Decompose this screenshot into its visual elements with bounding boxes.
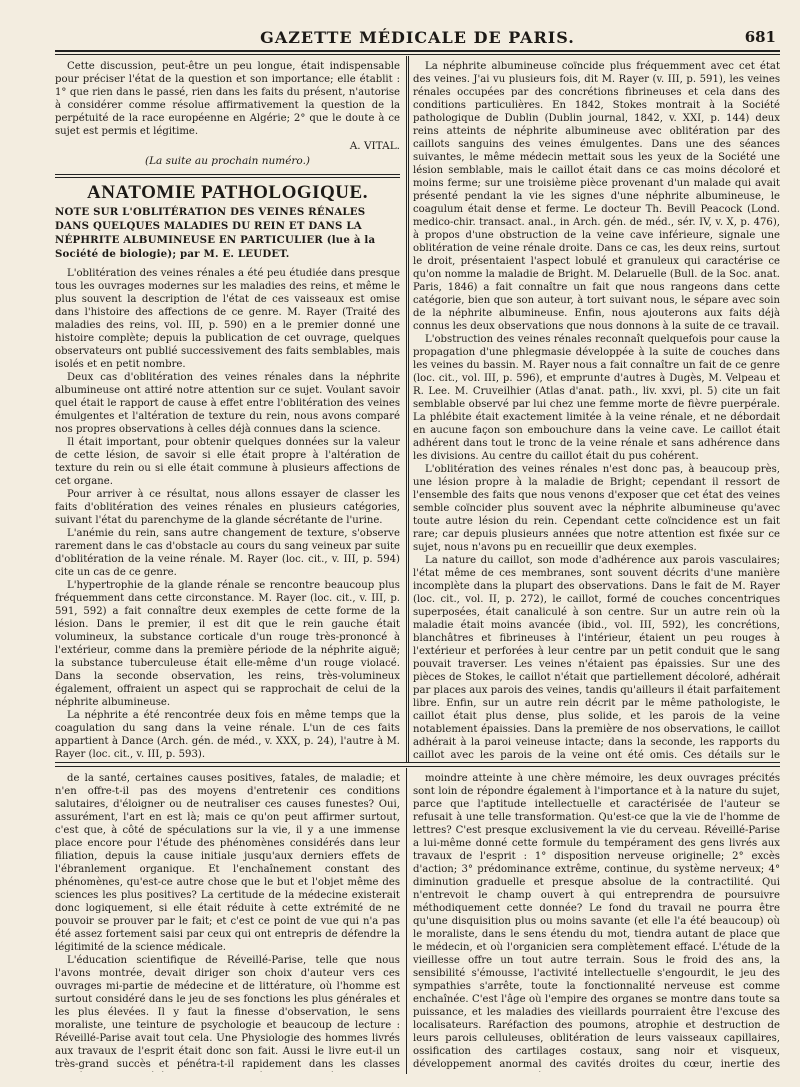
header-rule (55, 50, 780, 52)
section-rule (55, 174, 400, 175)
bottom-column-divider (406, 768, 407, 1074)
paragraph: La nature du caillot, son mode d'adhérence aux parois vasculaires; l'état même de ces membranes, sont souvent décrits d'une manière incomplète dans la plupart des observations. Dans le fait de M. Rayer (loc. cit., vol. II, p. 272), le caillot, formé de couches concentriques superposées, était canaliculé à son centre. Sur un autre rein où la maladie était moins avancée (ibid., vol. III, 592), les concrétions, blanchâtres et fibrineuses à l'intérieur, étaient un peu rouges à l'extérieur et perforées à leur centre par un petit conduit que le sang pouvait traverser. Les veines n'étaient pas épaissies. Sur une des pièces de Stokes, le caillot n'était que partiellement décoloré, adhérait par places aux parois des veines, tandis qu'ailleurs il était parfaitement libre. Enfin, sur un autre rein décrit par le même pathologiste, le caillot était plus dense, plus solide, et les parois de la veine notablement épaissies. Dans la première de nos observations, le caillot adhérait à la paroi veineuse intacte; dans la seconde, les rapports du caillot avec les parois de la veine ont été omis. Ces détails sur le (413, 555, 780, 760)
journal-title: GAZETTE MÉDICALE DE PARIS. (260, 28, 575, 47)
article-title: NOTE SUR L'OBLITÉRATION DES VEINES RÉNALES DANS QUELQUES MALADIES DU REIN ET DANS LA NÉPHRITE ALBUMINEUSE EN PARTICULIER (lue à la Société de biologie); par M. E. LEUDET. (55, 206, 376, 260)
page-header (55, 28, 780, 48)
page-number: 681 (744, 28, 776, 46)
header-rule-thin (55, 54, 780, 55)
paragraph: L'oblitération des veines rénales n'est donc pas, à beaucoup près, une lésion propre à la maladie de Bright; cependant il ressort de l'ensemble des faits que nous venons d'exposer que cet état des veines semble coïncider plus souvent avec la néphrite albumineuse qu'avec toute autre lésion du rein. Cependant cette coïncidence est un fait rare; car depuis plusieurs années que notre attention est fixée sur ce sujet, nous n'avons pu en recueillir que deux exemples. (413, 464, 780, 553)
feuilleton-rule (55, 762, 780, 763)
intro-paragraph: Cette discussion, peut-être un peu longue, était indispensable pour préciser l'état de la question et son importance; elle établit : 1° que rien dans le passé, rien dans les faits du présent, n'autorise à considérer comme résolue affirmativement la question de la perpétuité de la race européenne en Algérie; 2° que le doute à ce sujet est permis et légitime. (55, 61, 400, 137)
right-column (413, 60, 780, 760)
paragraph: La néphrite a été rencontrée deux fois en même temps que la coagulation du sang dans la veine rénale. L'un de ces faits appartient à Dance (Arch. gén. de méd., v. XXX, p. 24), l'autre à M. Rayer (loc. cit., v. III, p. 593). (55, 710, 400, 760)
paragraph: L'oblitération des veines rénales a été peu étudiée dans presque tous les ouvrages modernes sur les maladies des reins, et même le plus souvent la description de l'état de ces vaisseaux est omise dans l'histoire des affections de ce genre. M. Rayer (Traité des maladies des reins, vol. III, p. 590) en a le premier donné une histoire complète; depuis la publication de cet ouvrage, quelques observateurs ont publié successivement des faits semblables, mais isolés et en petit nombre. (55, 268, 400, 370)
paragraph: La néphrite albumineuse coïncide plus fréquemment avec cet état des veines. J'ai vu plusieurs fois, dit M. Rayer (v. III, p. 591), les veines rénales occupées par des concrétions fibrineuses et cela dans des conditions particulières. En 1842, Stokes montrait à la Société pathologique de Dublin (Dublin journal, 1842, v. XXI, p. 144) deux reins atteints de néphrite albumineuse avec oblitération par des caillots sanguins des veines émulgentes. Dans une des séances suivantes, le même médecin mettait sous les yeux de la Société une lésion semblable, mais le caillot était dans ce cas moins décoloré et moins ferme; sur une troisième pièce provenant d'un malade qui avait présenté pendant la vie les signes d'une néphrite albumineuse, le coagulum était dense et ferme. Le docteur Th. Bevill Peacock (Lond. medico-chir. transact. anal., in Arch. gén. de méd., sér. IV, v. X, p. 476), à propos d'une obstruction de la veine cave inférieure, signale une oblitération de veine rénale droite. Dans ce cas, les deux reins, surtout le droit, présentaient l'aspect lobulé et granuleux qui caractérise ce qu'on nomme la maladie de Bright. M. Delaruelle (Bull. de la Soc. anat. Paris, 1846) a fait connaître un fait que nous rangeons dans cette catégorie, bien que son auteur, à tort suivant nous, le sépare avec soin de la néphrite albumineuse. Enfin, nous ajouterons aux faits déjà connus les deux observations que nous donnons à la suite de ce travail. (413, 61, 780, 332)
paragraph: Il était important, pour obtenir quelques données sur la valeur de cette lésion, de savoir si elle était propre à l'altération de texture du rein ou si elle était commune à plusieurs affections de cet organe. (55, 437, 400, 487)
paragraph: Pour arriver à ce résultat, nous allons essayer de classer les faits d'oblitération des veines rénales en plusieurs catégories, suivant l'état du parenchyme de la glande sécrétante de l'urine. (55, 489, 400, 526)
feuilleton-right-column (413, 772, 780, 1072)
paragraph: L'éducation scientifique de Réveillé-Parise, telle que nous l'avons montrée, devait diriger son choix d'auteur vers ces ouvrages mi-partie de médecine et de littérature, où l'homme est surtout considéré dans le jeu de ses fonctions les plus générales et les plus élevées. Il y faut la finesse d'observation, le sens moraliste, une teinture de psychologie et beaucoup de lecture : Réveillé-Parise avait tout cela. Une Physiologie des hommes livrés aux travaux de l'esprit était donc son fait. Aussi le livre eut-il un très-grand succès et pénétra-t-il rapidement dans les classes (55, 955, 400, 1070)
column-divider-2 (408, 56, 409, 762)
to-be-continued: (La suite au prochain numéro.) (144, 155, 311, 167)
feuilleton-rule-2 (55, 766, 780, 767)
paragraph: L'anémie du rein, sans autre changement de texture, s'observe rarement dans le cas d'obstacle au cours du sang veineux par suite d'oblitération de la veine rénale. M. Rayer (loc. cit., v. III, p. 594) cite un cas de ce genre. (55, 528, 400, 578)
paragraph: moindre atteinte à une chère mémoire, les deux ouvrages précités sont loin de répondre également à l'importance et à la nature du sujet, parce que l'aptitude intellectuelle et caractérisée de l'auteur se refusait à une telle transformation. Qu'est-ce que la vie de l'homme de lettres? C'est presque exclusivement la vie du cerveau. Réveillé-Parise a lui-même donné cette formule du tempérament des gens livrés aux travaux de l'esprit : 1° disposition nerveuse originelle; 2° excès d'action; 3° prédominance extrême, continue, du système nerveux; 4° diminution graduelle et presque absolue de la contractilité. Qui n'entrevoit le champ ouvert à qui entreprendra de poursuivre méthodiquement cette donnée? Le fond du travail ne pourra être qu'une disquisition plus ou moins savante (et elle l'a été beaucoup) où le moraliste, dans le sens étendu du mot, tiendra autant de place que le médecin, et où l'organicien sera complètement effacé. L'étude de la vieillesse offre un tout autre terrain. Sous le froid des ans, la sensibilité s'émousse, l'activité intellectuelle s'engourdit, le jeu des sympathies s'arrête, toute la fonctionnalité nerveuse est comme enchaînée. C'est l'âge où l'empire des organes se montre dans toute sa puissance, et les maladies des vieillards pourraient être l'excuse des localisateurs. Raréfaction des poumons, atrophie et destruction de leurs parois celluleuses, oblitération de leurs vaisseaux capillaires, ossification des cartilages costaux, sang noir et visqueux, développement anormal des cavités droites du cœur, inertie des (413, 773, 780, 1070)
column-divider (406, 56, 407, 762)
paragraph: Deux cas d'oblitération des veines rénales dans la néphrite albumineuse ont attiré notre attention sur ce sujet. Voulant savoir quel était le rapport de cause à effet entre l'oblitération des veines émulgentes et l'altération de texture du rein, nous avons comparé nos propres observations à celles déjà connues dans la science. (55, 372, 400, 435)
section-title: ANATOMIE PATHOLOGIQUE. (87, 182, 368, 203)
feuilleton-left-column (55, 772, 400, 1072)
signature: A. VITAL. (349, 140, 400, 152)
paragraph: L'hypertrophie de la glande rénale se rencontre beaucoup plus fréquemment dans cette circonstance. M. Rayer (loc. cit., v. III, p. 591, 592) a fait connaître deux exemples de cette forme de la lésion. Dans le premier, il est dit que le rein gauche était volumineux, la substance corticale d'un rouge très-prononcé à l'extérieur, comme dans la première période de la néphrite aiguë; la substance tuberculeuse était elle-même d'un rouge violacé. Dans la seconde observation, les reins, très-volumineux également, offraient un aspect qui se rapprochait de celui de la néphrite albumineuse. (55, 580, 400, 708)
section-rule-2 (55, 177, 400, 178)
paragraph: L'obstruction des veines rénales reconnaît quelquefois pour cause la propagation d'une phlegmasie développée à la suite de couches dans les veines du bassin. M. Rayer nous a fait connaître un fait de ce genre (loc. cit., vol. III, p. 596), et emprunte d'autres à Dugès, M. Velpeau et R. Lee. M. Cruveilhier (Atlas d'anat. path., liv. xxvi, pl. 5) cite un fait semblable observé par lui chez une femme morte de fièvre puerpérale. La phlébite était exactement limitée à la veine rénale, et ne débordait en aucune façon son embouchure dans la veine cave. Le caillot était adhérent dans tout le tronc de la veine rénale et sans adhérence dans les divisions. Au centre du caillot était du pus cohérent. (413, 334, 780, 462)
left-column (55, 60, 400, 760)
paragraph: de la santé, certaines causes positives, fatales, de maladie; et n'en offre-t-il pas des moyens d'entretenir ces conditions salutaires, d'éloigner ou de neutraliser ces causes funestes? Oui, assurément, l'art en est là; mais ce qu'on peut affirmer surtout, c'est que, à côté de spéculations sur la vie, il y a une immense place encore pour l'étude des phénomènes considérés dans leur filiation, depuis la cause initiale jusqu'aux derniers effets de l'ébranlement organique. Et l'enchaînement constant des phénomènes, qu'est-ce autre chose que le but et l'objet même des sciences les plus positives? La certitude de la médecine existerait donc logiquement, si elle était réduite à cette extrémité de ne pouvoir se prouver par le fait; et c'est ce point de vue qui n'a pas été assez fortement saisi par ceux qui ont entrepris de défendre la légitimité de la science médicale. (55, 773, 400, 953)
